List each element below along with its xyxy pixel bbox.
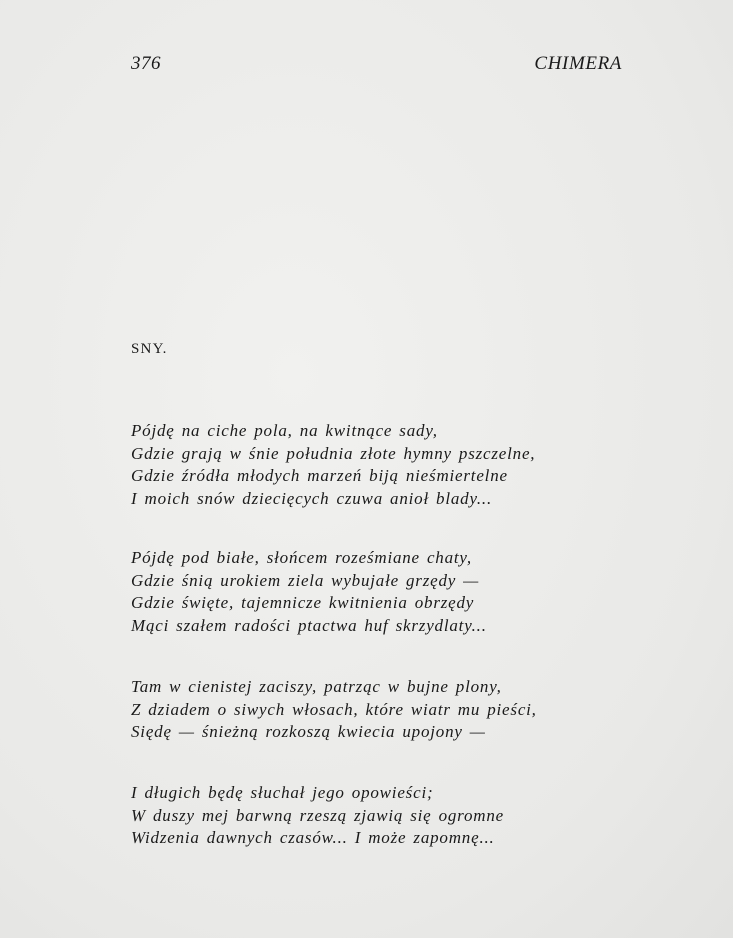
stanza <box>131 676 537 744</box>
verse-line: W duszy mej barwną rzeszą zjawią się ogromne <box>131 805 504 825</box>
verse-line: Z dziadem o siwych włosach, które wiatr mu pieści, <box>131 699 537 719</box>
verse-line: Gdzie źródła młodych marzeń biją nieśmiertelne <box>131 466 508 485</box>
verse-line: I moich snów dziecięcych czuwa anioł blady... <box>131 488 493 508</box>
verse-line: Gdzie święte, tajemnicze kwitnienia obrzędy <box>131 593 475 612</box>
poem-title: SNY. <box>131 341 168 357</box>
page-number: 376 <box>131 53 161 74</box>
stanza <box>131 547 487 637</box>
verse-line: Gdzie grają w śnie południa złote hymny pszczelne, <box>131 443 536 463</box>
verse-line: Widzenia dawnych czasów... I może zapomnę... <box>131 828 495 847</box>
verse-line: I długich będę słuchał jego opowieści; <box>131 783 434 802</box>
stanza <box>131 782 504 850</box>
verse-line: Pójdę pod białe, słońcem roześmiane chaty, <box>131 548 472 567</box>
verse-line: Mąci szałem radości ptactwa huf skrzydlaty... <box>131 615 487 635</box>
verse-line: Pójdę na ciche pola, na kwitnące sady, <box>131 421 438 440</box>
verse-line: Gdzie śnią urokiem ziela wybujałe grzędy — <box>131 570 480 590</box>
stanza <box>131 420 535 510</box>
verse-line: Siędę — śnieżną rozkoszą kwiecia upojony — <box>131 722 486 741</box>
verse-line: Tam w cienistej zaciszy, patrząc w bujne plony, <box>131 677 502 696</box>
running-head: CHIMERA <box>534 53 622 74</box>
